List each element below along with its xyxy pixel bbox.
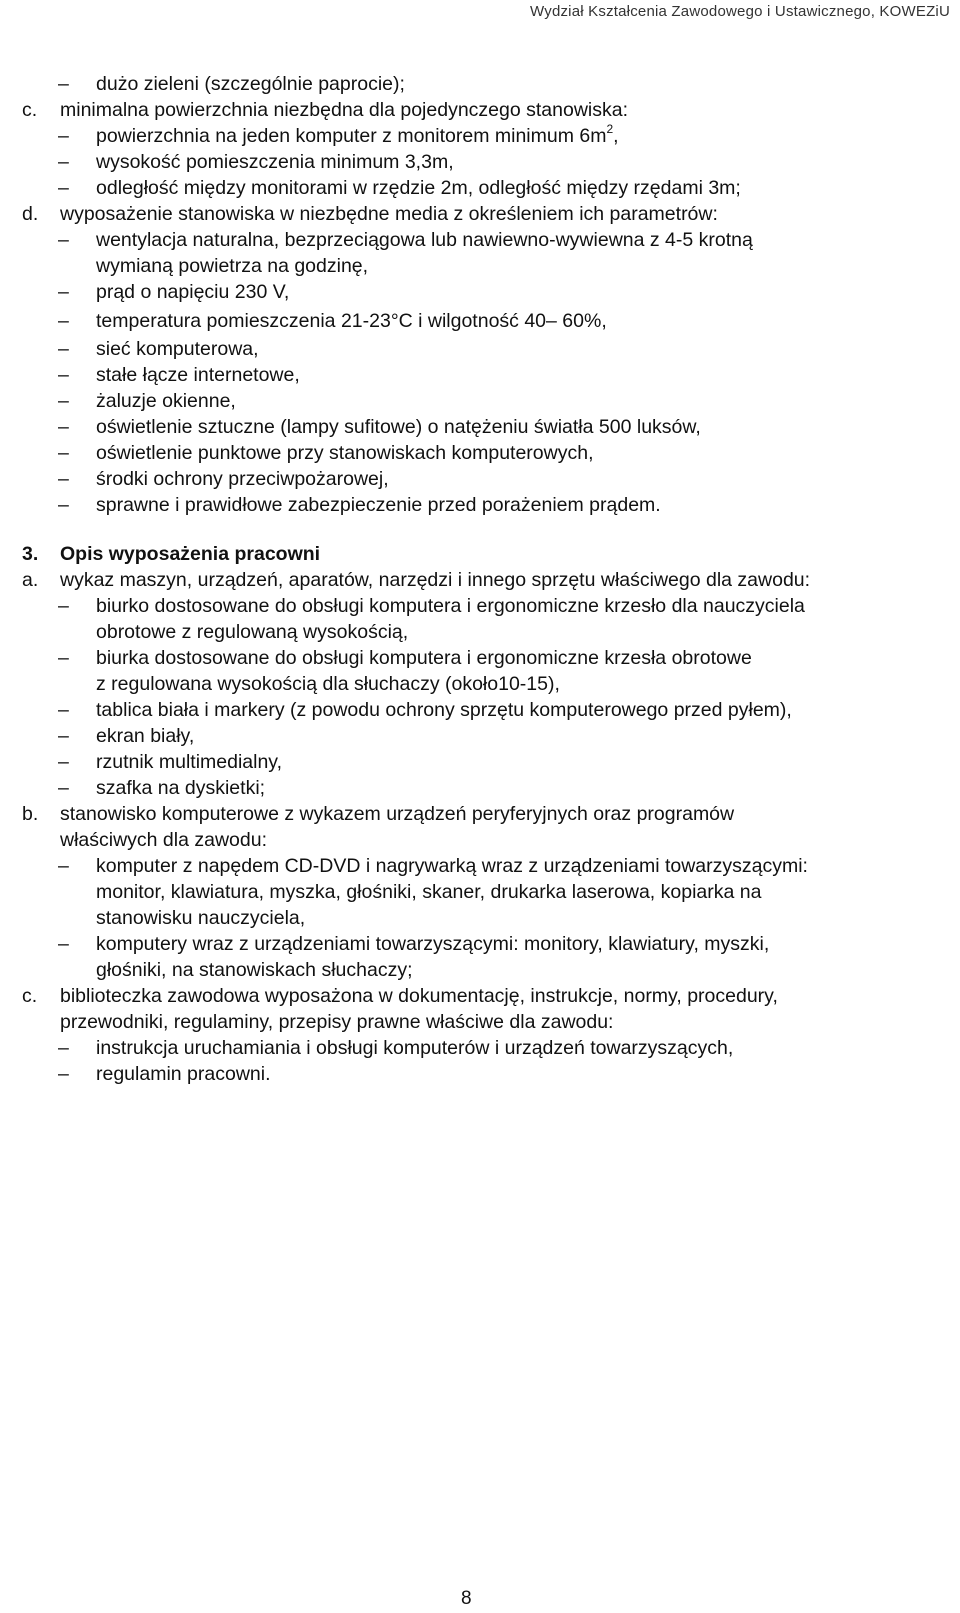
bullet-dash: – xyxy=(58,73,69,95)
bullet-dash: – xyxy=(58,777,69,799)
list-item-continuation: głośniki, na stanowiskach słuchaczy; xyxy=(96,959,413,981)
list-item-text: powierzchnia na jeden komputer z monitorem minimum 6m xyxy=(96,125,607,147)
list-item-continuation: z regulowana wysokością dla słuchaczy (około10-15), xyxy=(96,673,560,695)
list-item-continuation: właściwych dla zawodu: xyxy=(60,829,268,851)
running-header: Wydział Kształcenia Zawodowego i Ustawicznego, KOWEZiU xyxy=(530,3,950,20)
bullet-dash: – xyxy=(58,468,69,490)
list-item xyxy=(96,123,619,149)
list-item: oświetlenie punktowe przy stanowiskach komputerowych, xyxy=(96,442,594,464)
list-item: wykaz maszyn, urządzeń, aparatów, narzędzi i innego sprzętu właściwego dla zawodu: xyxy=(60,569,811,591)
list-item-continuation: obrotowe z regulowaną wysokością, xyxy=(96,621,409,643)
list-item: biblioteczka zawodowa wyposażona w dokumentację, instrukcje, normy, procedury, xyxy=(60,985,778,1007)
list-item: dużo zieleni (szczególnie paprocie); xyxy=(96,73,405,95)
bullet-dash: – xyxy=(58,310,69,332)
bullet-dash: – xyxy=(58,125,69,147)
bullet-dash: – xyxy=(58,595,69,617)
list-letter: c. xyxy=(22,99,38,121)
bullet-dash: – xyxy=(58,647,69,669)
list-letter: b. xyxy=(22,803,39,825)
list-item-continuation: wymianą powietrza na godzinę, xyxy=(96,255,369,277)
list-item: rzutnik multimedialny, xyxy=(96,751,283,773)
bullet-dash: – xyxy=(58,229,69,251)
bullet-dash: – xyxy=(58,1063,69,1085)
list-item: oświetlenie sztuczne (lampy sufitowe) o natężeniu światła 500 luksów, xyxy=(96,416,701,438)
list-item: instrukcja uruchamiania i obsługi komputerów i urządzeń towarzyszących, xyxy=(96,1037,734,1059)
list-item-suffix: , xyxy=(613,125,619,147)
list-item: stałe łącze internetowe, xyxy=(96,364,300,386)
bullet-dash: – xyxy=(58,151,69,173)
list-item-continuation: monitor, klawiatura, myszka, głośniki, skaner, drukarka laserowa, kopiarka na xyxy=(96,881,762,903)
list-letter: a. xyxy=(22,569,39,591)
bullet-dash: – xyxy=(58,933,69,955)
bullet-dash: – xyxy=(58,699,69,721)
list-letter: d. xyxy=(22,203,39,225)
bullet-dash: – xyxy=(58,855,69,877)
list-item: stanowisko komputerowe z wykazem urządzeń peryferyjnych oraz programów xyxy=(60,803,735,825)
list-item-continuation: stanowisku nauczyciela, xyxy=(96,907,306,929)
bullet-dash: – xyxy=(58,416,69,438)
section-heading: Opis wyposażenia pracowni xyxy=(60,543,321,565)
superscript: 2 xyxy=(606,121,614,136)
list-item: biurko dostosowane do obsługi komputera i ergonomiczne krzesło dla nauczyciela xyxy=(96,595,805,617)
list-item: szafka na dyskietki; xyxy=(96,777,266,799)
bullet-dash: – xyxy=(58,494,69,516)
section-number: 3. xyxy=(22,543,39,565)
list-item-continuation: przewodniki, regulaminy, przepisy prawne właściwe dla zawodu: xyxy=(60,1011,614,1033)
bullet-dash: – xyxy=(58,725,69,747)
list-item: temperatura pomieszczenia 21-23°C i wilgotność 40– 60%, xyxy=(96,310,607,332)
list-item: komputer z napędem CD-DVD i nagrywarką wraz z urządzeniami towarzyszącymi: xyxy=(96,855,808,877)
list-item: sieć komputerowa, xyxy=(96,338,259,360)
list-item: komputery wraz z urządzeniami towarzyszącymi: monitory, klawiatury, myszki, xyxy=(96,933,770,955)
page-number: 8 xyxy=(461,1588,472,1609)
bullet-dash: – xyxy=(58,281,69,303)
list-item: żaluzje okienne, xyxy=(96,390,236,412)
list-item: prąd o napięciu 230 V, xyxy=(96,281,290,303)
bullet-dash: – xyxy=(58,338,69,360)
list-item: regulamin pracowni. xyxy=(96,1063,271,1085)
list-item: biurka dostosowane do obsługi komputera i ergonomiczne krzesła obrotowe xyxy=(96,647,752,669)
list-item: ekran biały, xyxy=(96,725,195,747)
list-letter: c. xyxy=(22,985,38,1007)
list-item: tablica biała i markery (z powodu ochrony sprzętu komputerowego przed pyłem), xyxy=(96,699,792,721)
list-item: środki ochrony przeciwpożarowej, xyxy=(96,468,389,490)
bullet-dash: – xyxy=(58,177,69,199)
bullet-dash: – xyxy=(58,390,69,412)
list-item: sprawne i prawidłowe zabezpieczenie przed porażeniem prądem. xyxy=(96,494,661,516)
bullet-dash: – xyxy=(58,1037,69,1059)
list-item: minimalna powierzchnia niezbędna dla pojedynczego stanowiska: xyxy=(60,99,629,121)
bullet-dash: – xyxy=(58,442,69,464)
list-item: wentylacja naturalna, bezprzeciągowa lub nawiewno-wywiewna z 4-5 krotną xyxy=(96,229,753,251)
list-item: wyposażenie stanowiska w niezbędne media z określeniem ich parametrów: xyxy=(60,203,718,225)
bullet-dash: – xyxy=(58,751,69,773)
bullet-dash: – xyxy=(58,364,69,386)
list-item: wysokość pomieszczenia minimum 3,3m, xyxy=(96,151,454,173)
list-item: odległość między monitorami w rzędzie 2m, odległość między rzędami 3m; xyxy=(96,177,741,199)
